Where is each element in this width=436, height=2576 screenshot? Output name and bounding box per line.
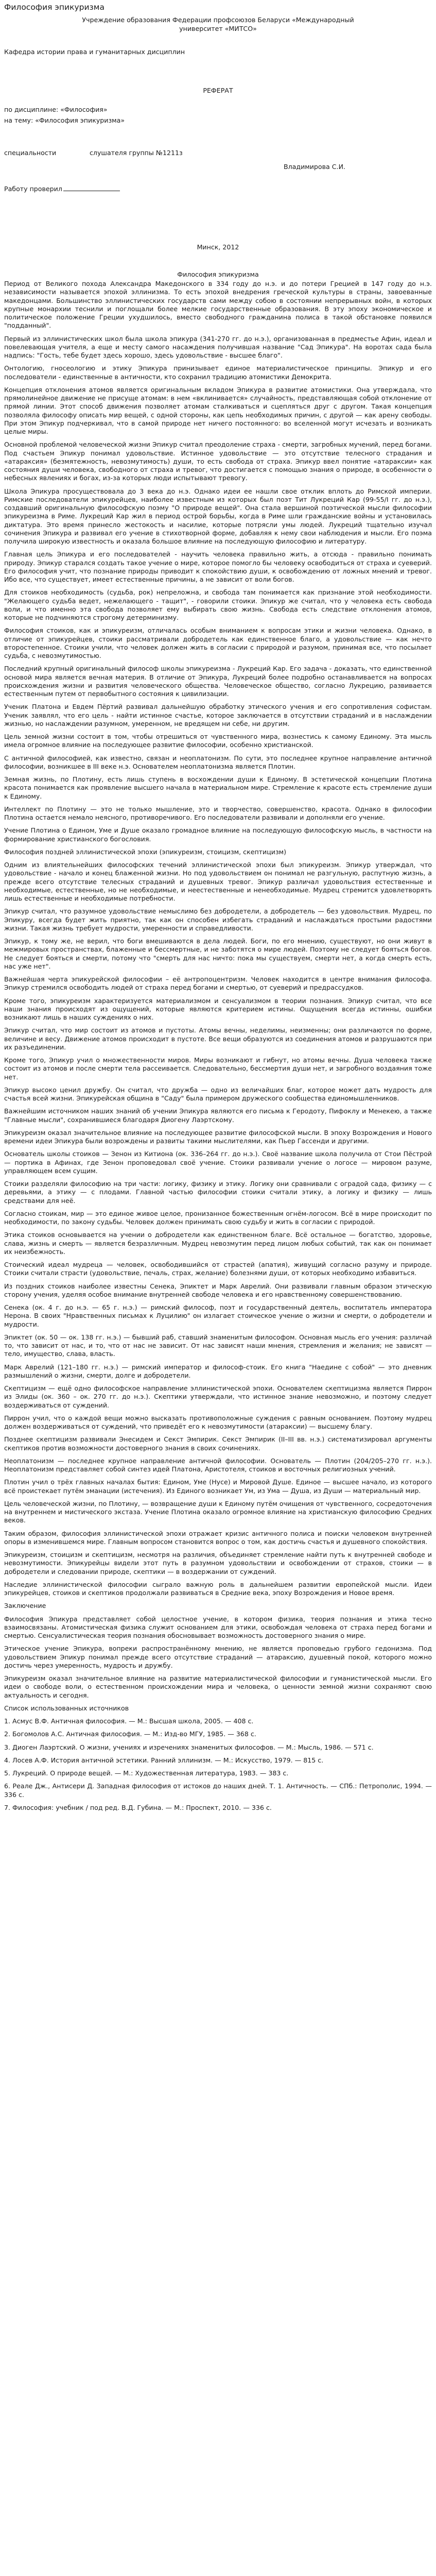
topic-line: на тему: «Философия эпикуризма»: [4, 116, 125, 124]
body-paragraph: Наследие эллинистической философии сыграло важную роль в дальнейшем развитии европейской мысли. Идеи эпикурейцев, стоиков и скептиков продолжали развиваться в Средние века, эпоху Возрождения и Новое время.: [4, 1580, 432, 1597]
body-paragraph: Неоплатонизм — последнее крупное направление античной философии. Основатель — Плотин (204/205–270 гг. н.э.). Неоплатонизм представляет собой синтез идей Платона, Аристотеля, стоиков и восточных религиозных учений.: [4, 1456, 432, 1473]
work-checked-label: Работу проверил: [4, 185, 62, 193]
body-paragraph: Основной проблемой человеческой жизни Эпикур считал преодоление страха - смерти, загробных мучений, перед богами. Под счастьем Эпикур понимал удовольствие. Истинное удовольствие — это отсутствие телесного страдания и «атараксия» (безмятежность, невозмутимость) души, то есть свобода от страха. Эпикур ввел понятие «атараксии» как состояния души человека, свободного от страха и тревог, что достигается с помощью знания о природе, в особенности о небесных явлениях и богах, из-за которых люди испытывают тревогу.: [4, 440, 432, 482]
body-paragraph: Онтологию, гносеологию и этику Эпикура принизывает единое материалистическое принципы. Эпикур и его последователи - единственные в античности, кто сохранил традицию атомистики Демокрита.: [4, 364, 432, 381]
body-paragraph: Учение Плотина о Едином, Уме и Душе оказало громадное влияние на последующую философскую мысль, в частности на формирование христианского богословия.: [4, 826, 432, 843]
body-paragraph: Скептицизм — ещё одно философское направление эллинистической эпохи. Основателем скептицизма является Пиррон из Элиды (ок. 360 – ок. 270 гг. до н.э.). Скептики утверждали, что истинное знание невозможно, и поэтому следует воздерживаться от суждений.: [4, 1384, 432, 1409]
city-year: Минск, 2012: [197, 243, 239, 251]
body-paragraph: Цель земной жизни состоит в том, чтобы отрешиться от чувственного мира, вознестись к самому Единому. Эта мысль имела огромное влияние на последующее развитие философии, особенно христианской.: [4, 733, 432, 749]
body-paragraph: Таким образом, философия эллинистической эпохи отражает кризис античного полиса и поиски человеком внутренней опоры в изменившемся мире. Главным вопросом становится вопрос о том, как достичь счастья и душевного спокойствия.: [4, 1529, 432, 1546]
body-paragraph: Список использованных источников: [4, 1704, 129, 1712]
body-paragraph: Марк Аврелий (121–180 гг. н.э.) — римский император и философ-стоик. Его книга "Наедине с собой" — это дневник размышлений о жизни, смерти, долге и добродетели.: [4, 1363, 432, 1379]
body-paragraph: Земная жизнь, по Плотину, есть лишь ступень в восхождении души к Единому. В эстетической концепции Плотина красота понимается как проявление высшего начала в материальном мире. Стремление к красоте есть стремление души к Единому.: [4, 775, 432, 800]
body-paragraph: Эпикуреизм оказал значительное влияние на развитие материалистической философии и гуманистической мысли. Его идеи о свободе воли, о естественном происхождении мира и человека, о ценности земной жизни сохраняют свою актуальность и сегодня.: [4, 1674, 432, 1699]
teacher-name: Владимирова С.И.: [283, 163, 345, 171]
body-paragraph: 5. Лукреций. О природе вещей. — М.: Художественная литература, 1983. — 383 с.: [4, 1769, 289, 1777]
body-paragraph: Эпикур высоко ценил дружбу. Он считал, что дружба — одно из величайших благ, которое может дать мудрость для счастья всей жизни. Эпикурейская община в "Саду" была примером дружеского сообщества единомышленников.: [4, 1086, 432, 1102]
department-name: Кафедра истории права и гуманитарных дисциплин: [4, 48, 185, 56]
body-paragraph: Этика стоиков основывается на учении о добродетели как единственном благе. Всё остальное — богатство, здоровье, слава, жизнь и смерть — является безразличным. Мудрец невозмутим перед лицом любых событий, так как он понимает их неизбежность.: [4, 1231, 432, 1256]
body-paragraph: 6. Реале Дж., Антисери Д. Западная философия от истоков до наших дней. Т. 1. Античность. — СПб.: Петрополис, 1994. — 336 с.: [4, 1782, 432, 1799]
body-paragraph: Важнейшая черта эпикурейской философии – её антропоцентризм. Человек находится в центре внимания философа. Эпикур стремился освободить людей от страха перед богами и смертью, от суеверий и предрассудков.: [4, 975, 432, 992]
student-label: слушателя группы №1211з: [90, 149, 183, 157]
body-paragraph: 3. Диоген Лаэртский. О жизни, учениях и изречениях знаменитых философов. — М.: Мысль, 1986. — 571 с.: [4, 1743, 374, 1751]
organization-name: Учреждение образования Федерации профсоюзов Беларуси «Международный университет «МИТСО»: [82, 16, 354, 32]
body-paragraph: 1. Асмус В.Ф. Античная философия. — М.: Высшая школа, 2005. — 408 с.: [4, 1717, 254, 1725]
body-paragraph: Кроме того, эпикуреизм характеризуется материализмом и сенсуализмом в теории познания. Эпикур считал, что все наши знания происходят из ощущений, которые являются критерием истины. Ощущения всегда истинны, ошибки возникают лишь в наших суждениях о них.: [4, 996, 432, 1021]
body-paragraph: Интеллект по Плотину — это не только мышление, это и творчество, совершенство, красота. Однако в философии Плотина остается немало неясного, противоречивого. Его последователи развивали и дополняли его учение.: [4, 805, 432, 821]
body-paragraph: Из поздних стоиков наиболее известны Сенека, Эпиктет и Марк Аврелий. Они развивали главным образом этическую сторону учения, уделяя особое внимание внутренней свободе человека и его нравственному совершенствованию.: [4, 1282, 432, 1298]
body-paragraph: Эпикур считал, что разумное удовольствие немыслимо без добродетели, а добродетель — без удовольствия. Мудрец, по Эпикуру, всегда будет жить приятно, так как он способен избегать страданий и наслаждаться простыми радостями жизни. Такая жизнь требует мудрости, умеренности и справедливости.: [4, 907, 432, 932]
document-title: Философия эпикуризма: [4, 3, 104, 12]
body-paragraph: 4. Лосев А.Ф. История античной эстетики. Ранний эллинизм. — М.: Искусство, 1979. — 815 с.: [4, 1756, 324, 1764]
discipline-line: по дисциплине: «Философия»: [4, 106, 108, 113]
body-paragraph: Концепция отклонения атомов является оригинальным вкладом Эпикура в развитие атомистики. Она утверждала, что прямолинейное движение не присуще атомам: в нем «вклинивается» случайность, представляющая собой отклонение от прямой линии. Этот способ движения позволяет атомам сталкиваться и сцепляться друг с другом. Такая концепция позволяла философу описать мир вещей, с одной стороны, как цепь необходимых причин, с другой — как арену свободы. При этом Эпикур подчеркивал, что в самой природе нет ничего постоянного: во вселенной могут исчезать и возникать целые миры.: [4, 385, 432, 435]
body-paragraph: Для стоиков необходимость (судьба, рок) непреложна, и свобода там понимается как признание этой необходимости. "Желающего судьба ведет, нежелающего - тащит", - говорили стоики. Эпикур же считал, что у человека есть свобода воли, и что именно эта свобода позволяет ему выбирать свою жизнь. Свобода есть следствие отклонения атомов, которые не подчиняются строгому детерминизму.: [4, 588, 432, 621]
body-paragraph: Период от Великого похода Александра Македонского в 334 году до н.э. и до потери Грецией в 147 году до н.э. независимости называется эпохой эллинизма. То есть эпохой внедрения греческой культуры в страны, завоеванные македонцами. Большинство эллинистических государств сами между собою в состоянии непрерывных войн, в которых крупные монархии теснили и поглощали более мелкие государственные образования. В эту эпоху экономическое и политическое положение Греции ухудшилось, вместо свободного гражданина полиса в такой обстановке появился "подданный".: [4, 280, 432, 330]
section-title: Философия эпикуризма: [177, 270, 259, 278]
student-name-blank: [324, 148, 432, 157]
body-paragraph: Стоики разделяли философию на три части: логику, физику и этику. Логику они сравнивали с оградой сада, физику — с деревьями, а этику — с плодами. Главной частью философии стоики считали этику, а логику и физику — лишь средствами для неё.: [4, 1180, 432, 1205]
body-paragraph: Позднее скептицизм развивали Энесидем и Секст Эмпирик. Секст Эмпирик (II–III вв. н.э.) систематизировал аргументы скептиков против возможности достоверного знания в своих сочинениях.: [4, 1435, 432, 1452]
body-paragraph: Эпикуреизм оказал значительное влияние на последующее развитие философской мысли. В эпоху Возрождения и Нового времени идеи Эпикура были возрождены и развиты такими мыслителями, как Пьер Гассенди и другими.: [4, 1128, 432, 1145]
body-paragraph: Первый из эллинистических школ была школа эпикура (341-270 гг. до н.э.), организованная в предместье Афин, идеал и повелевающая учителя, а еще и месту самого насаждения получившая название "Сад Эпикура". На воротах сада была надпись: "Гость, тебе будет здесь хорошо, здесь удовольствие - высшее благо".: [4, 334, 432, 359]
body-paragraph: 7. Философия: учебник / под ред. В.Д. Губина. — М.: Проспект, 2010. — 336 с.: [4, 1803, 272, 1811]
body-paragraph: Эпикур, к тому же, не верил, что боги вмешиваются в дела людей. Боги, по его мнению, существуют, но они живут в межмировых пространствах, блаженные и бессмертные, и не заботятся о мире людей. Поэтому не следует бояться богов. Не следует бояться и смерти, потому что "смерть для нас ничто: пока мы существуем, смерти нет, а когда смерть есть, нас уже нет".: [4, 937, 432, 970]
body-paragraph: Стоический идеал мудреца — человек, освободившийся от страстей (апатия), живущий согласно разуму и природе. Стоики считали страсти (удовольствие, печаль, страх, желание) болезнями души, от которых необходимо избавиться.: [4, 1261, 432, 1277]
body-paragraph: Пиррон учил, что о каждой вещи можно высказать противоположные суждения с равным основанием. Поэтому мудрец должен воздерживаться от суждений, что приведёт его к невозмутимости (атараксии) — высшему благу.: [4, 1414, 432, 1430]
body-paragraph: Эпикуреизм, стоицизм и скептицизм, несмотря на различия, объединяет стремление найти путь к внутренней свободе и невозмутимости. Эпикурейцы видели этот путь в разумном удовольствии и освобождении от страхов, стоики — в добродетели и следовании природе, скептики — в воздержании от суждений.: [4, 1551, 432, 1575]
body-paragraph: 2. Богомолов А.С. Античная философия. — М.: Изд-во МГУ, 1985. — 368 с.: [4, 1730, 256, 1738]
body-paragraph: Цель человеческой жизни, по Плотину, — возвращение души к Единому путём очищения от чувственного, сосредоточения на внутреннем и мистического экстаза. Учение Плотина оказало огромное влияние на христианскую философию Средних веков.: [4, 1499, 432, 1524]
spacer: [4, 127, 432, 148]
body-paragraph: Главная цель Эпикура и его последователей - научить человека правильно жить, а отсюда - правильно понимать природу. Эпикур старался создать такое учение о мире, которое помогло бы человеку освободиться от страха и суеверий. Его философия учит, что познание природы приводит к спокойствию души, к освобождению от ложных мнений и тревог. Ибо все, что существует, имеет естественные причины, а не зависит от воли богов.: [4, 550, 432, 583]
body-paragraph: Кроме того, Эпикур учил о множественности миров. Миры возникают и гибнут, но атомы вечны. Душа человека также состоит из атомов и после смерти тела рассеивается. Следовательно, бессмертия души нет, и загробного воздаяния тоже нет.: [4, 1056, 432, 1081]
body-paragraph: Ученик Платона и Евдем Пёртий развивал дальнейшую обработку этического учения и его сопротивления софистам. Ученик заявлял, что его цель - найти истинное счастье, которое заключается в отсутствии страданий и в наслаждении жизнью, но наслаждении разумном, умеренном, не вредящем ни себе, ни другим.: [4, 703, 432, 727]
body-paragraph: Важнейшим источником наших знаний об учении Эпикура являются его письма к Геродоту, Пифоклу и Менекею, а также "Главные мысли", сохранившиеся благодаря Диогену Лаэртскому.: [4, 1107, 432, 1124]
work-checked-line: [4, 184, 432, 193]
body-paragraph: Одним из влиятельнейших философских течений эллинистической эпохи был эпикуреизм. Эпикур утверждал, что удовольствие - начало и конец блаженной жизни. Но под удовольствием он понимал не разгульную, распутную жизнь, а прежде всего отсутствие телесных страданий и душевных тревог. Эпикур различал удовольствия естественные и необходимые, естественные, но не необходимые, и неестественные и ненеобходимые. Мудрец стремится удовлетворять лишь естественные и необходимые потребности.: [4, 861, 432, 902]
body-paragraph: С античной философией, как известно, связан и неоплатонизм. По сути, это последнее крупное направление античной философии, возникшее в III веке н.э. Основателем неоплатонизма является Плотин.: [4, 754, 432, 770]
specialty-label: специальности: [4, 149, 57, 157]
body-paragraph: Основатель школы стоиков — Зенон из Китиона (ок. 336–264 гг. до н.э.). Своё название школа получила от Стои Пёстрой — портика в Афинах, где Зенон проповедовал своё учение. Стоики развивали учение о логосе — мировом разуме, управляющем всем сущим.: [4, 1150, 432, 1175]
body-paragraph: Этическое учение Эпикура, вопреки распространённому мнению, не является проповедью грубого гедонизма. Под удовольствием Эпикур понимал прежде всего отсутствие страданий — атараксию, душевный покой, которого можно достичь через умеренность, мудрость и дружбу.: [4, 1645, 432, 1669]
student-info-line: [4, 148, 432, 157]
body-paragraph: Заключение: [4, 1602, 46, 1610]
body-paragraph: Последний крупный оригинальный философ школы эпикуреизма - Лукреций Кар. Его задача - доказать, что единственной основой мира является вечная материя. В отличие от Эпикура, Лукреций более подробно останавливается на вопросах происхождения жизни и развития человеческого общества. Человеческое общество, согласно Лукрецию, развивается естественным путем от первобытного состояния к цивилизации.: [4, 665, 432, 698]
body-text: [4, 280, 432, 1812]
body-paragraph: Философия стоиков, как и эпикуреизм, отличалась особым вниманием к вопросам этики и жизни человека. Однако, в отличие от эпикурейцев, стоики рассматривали добродетель как единственное благо, а удовольствие — как нечто второстепенное. Стоики учили, что человек должен жить в согласии с природой и разумом, принимая все, что посылает судьба, с невозмутимостью.: [4, 626, 432, 659]
work-type-heading: РЕФЕРАТ: [203, 87, 233, 94]
body-paragraph: Философия поздней эллинистической эпохи (эпикуреизм, стоицизм, скептицизм): [4, 848, 287, 856]
body-paragraph: Школа Эпикура просуществовала до 3 века до н.э. Однако идеи ее нашли свое отклик вплоть до Римской империи. Римские последователи эпикурейцев, наиболее известным из которых был поэт Тит Лукреций Кар (99-55/I гг. до н.э.), создавший оригинальную философскую поэму "О природе вещей". Она стала вершиной поэтической мысли философии эпикуреизма в Риме. Лукреций Кар жил в период острой борьбы, когда в Риме шли гражданские войны и установилась диктатура. Это время принесло жестокость и насилие, которые потрясли умы людей. Лукреций тщательно изучал сочинения Эпикура и развивал его учение в стихотворной форме, добавляя к нему свои наблюдения и мысли. Его поэма получила широкую известность и оказала большое влияние на последующую философию и литературу.: [4, 487, 432, 545]
body-paragraph: Плотин учил о трёх главных началах бытия: Едином, Уме (Нусе) и Мировой Душе. Единое — высшее начало, из которого всё проистекает путём эманации (истечения). Из Единого возникает Ум, из Ума — Душа, из Души — материальный мир.: [4, 1478, 432, 1495]
signature-blank: [63, 185, 120, 191]
body-paragraph: Сенека (ок. 4 г. до н.э. — 65 г. н.э.) — римский философ, поэт и государственный деятель, воспитатель императора Нерона. В своих "Нравственных письмах к Луцилию" он излагает стоическое учение о жизни и смерти, о добродетели и мудрости.: [4, 1303, 432, 1328]
body-paragraph: Эпикур считал, что мир состоит из атомов и пустоты. Атомы вечны, неделимы, неизменны; они различаются по форме, величине и весу. Движение атомов происходит в пустоте. Все вещи образуются из соединения атомов и разрушаются при их разъединении.: [4, 1026, 432, 1051]
body-paragraph: Философия Эпикура представляет собой целостное учение, в котором физика, теория познания и этика тесно взаимосвязаны. Атомистическая физика служит основанием для этики, освобождая человека от страха перед богами и смертью. Сенсуалистическая теория познания обосновывает возможность достоверного знания о мире.: [4, 1615, 432, 1639]
body-paragraph: Согласно стоикам, мир — это единое живое целое, пронизанное божественным огнём-логосом. Всё в мире происходит по необходимости, по закону судьбы. Человек должен принимать свою судьбу и жить в согласии с природой.: [4, 1209, 432, 1226]
body-paragraph: Эпиктет (ок. 50 — ок. 138 гг. н.э.) — бывший раб, ставший знаменитым философом. Основная мысль его учения: различай то, что зависит от нас, и то, что от нас не зависит. От нас зависят наши мнения, стремления и желания; не зависят — тело, имущество, слава, власть.: [4, 1333, 432, 1358]
